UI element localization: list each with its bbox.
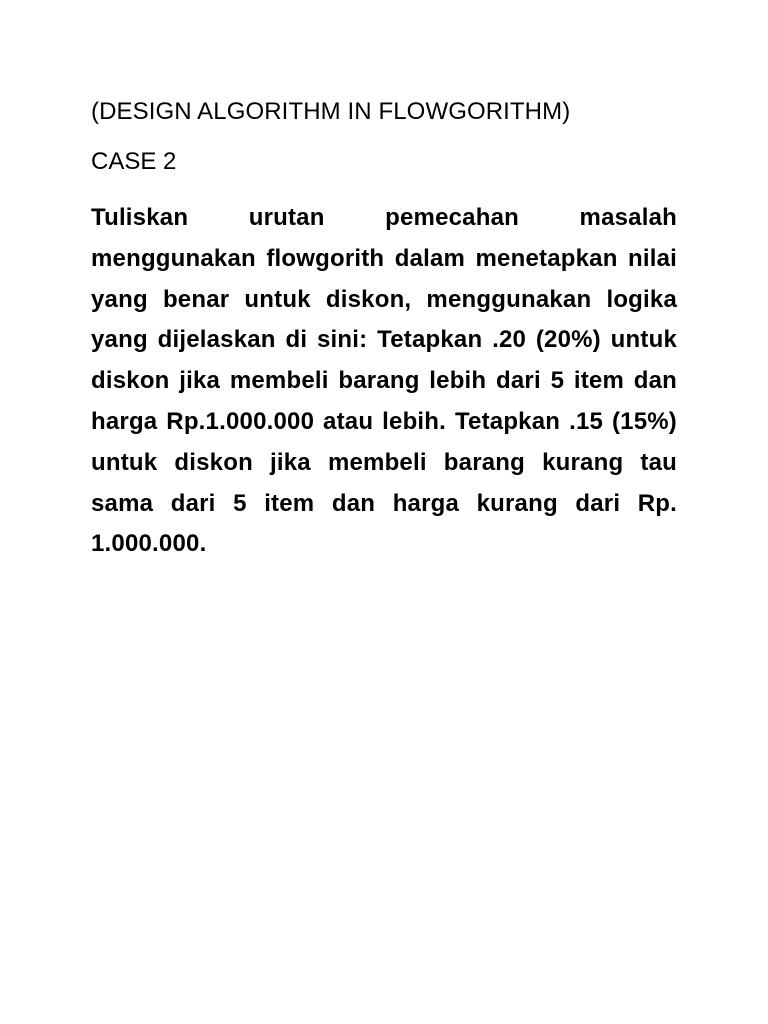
case-description: Tuliskan urutan pemecahan masalah menggunakan flowgorith dalam menetapkan nilai yang benar untuk diskon, menggunakan logika yang dijelaskan di sini: Tetapkan .20 (20%) untuk diskon jika membeli barang lebih dari 5 item dan harga Rp.1.000.000 atau lebih. Tetapkan .15 (15%) untuk diskon jika membeli barang kurang tau sama dari 5 item dan harga kurang dari Rp. 1.000.000. [91,204,677,558]
document-page [91,92,677,565]
case-label: CASE 2 [91,148,177,175]
document-title: (DESIGN ALGORITHM IN FLOWGORITHM) [91,98,571,125]
